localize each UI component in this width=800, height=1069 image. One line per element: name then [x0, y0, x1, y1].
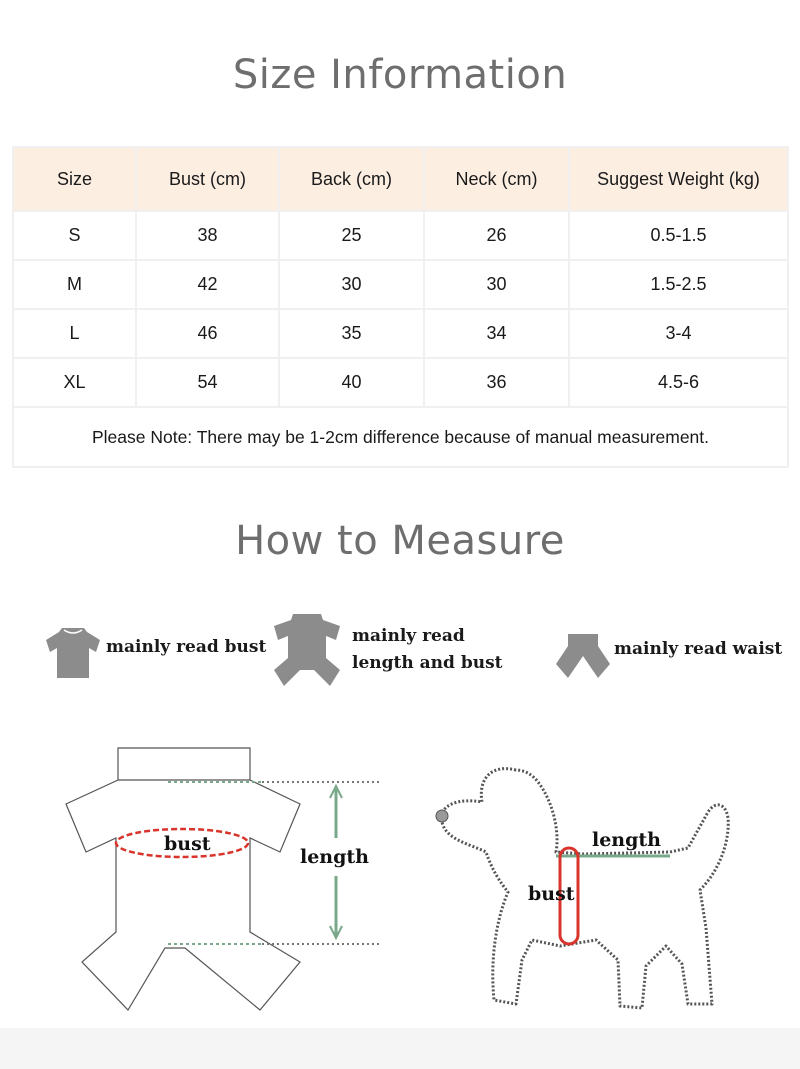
header-back: Back (cm): [279, 147, 424, 211]
cell-size: XL: [13, 358, 136, 407]
table-row: [13, 260, 788, 309]
size-table: [12, 146, 789, 468]
header-size: Size: [13, 147, 136, 211]
header-bust: Bust (cm): [136, 147, 279, 211]
cell-bust: 54: [136, 358, 279, 407]
table-row: [13, 358, 788, 407]
diagram-bust-label: bust: [164, 833, 211, 855]
jumpsuit-icon: [270, 612, 344, 688]
dog-length-label: length: [592, 829, 661, 851]
cell-neck: 34: [424, 309, 569, 358]
dog-outline-diagram: [420, 760, 780, 1020]
cell-size: S: [13, 211, 136, 260]
measurement-note: Please Note: There may be 1-2cm difference because of manual measurement.: [13, 407, 788, 467]
cell-size: M: [13, 260, 136, 309]
table-row: [13, 309, 788, 358]
legend-mainly-read-line1: mainly read: [352, 626, 465, 646]
dog-bust-label: bust: [528, 883, 575, 905]
cell-bust: 46: [136, 309, 279, 358]
cell-weight: 0.5-1.5: [569, 211, 788, 260]
cell-back: 40: [279, 358, 424, 407]
cell-neck: 30: [424, 260, 569, 309]
table-row: [13, 211, 788, 260]
cell-weight: 4.5-6: [569, 358, 788, 407]
cell-back: 30: [279, 260, 424, 309]
header-neck: Neck (cm): [424, 147, 569, 211]
size-table-header-row: [13, 147, 788, 211]
cell-back: 25: [279, 211, 424, 260]
waist-garment-icon: [554, 632, 612, 680]
header-suggest-weight: Suggest Weight (kg): [569, 147, 788, 211]
how-to-measure-title: How to Measure: [235, 518, 565, 564]
clothing-measure-diagram: [0, 740, 400, 1010]
tshirt-icon: [44, 626, 102, 680]
footer-band: [0, 1028, 800, 1069]
cell-weight: 1.5-2.5: [569, 260, 788, 309]
size-information-title: Size Information: [232, 52, 568, 98]
table-note-row: [13, 407, 788, 467]
cell-size: L: [13, 309, 136, 358]
cell-weight: 3-4: [569, 309, 788, 358]
cell-bust: 38: [136, 211, 279, 260]
legend-mainly-read-line2: length and bust: [352, 653, 503, 673]
cell-back: 35: [279, 309, 424, 358]
legend-mainly-read-bust: mainly read bust: [106, 637, 267, 657]
cell-neck: 26: [424, 211, 569, 260]
cell-neck: 36: [424, 358, 569, 407]
diagram-length-label: length: [300, 846, 369, 868]
cell-bust: 42: [136, 260, 279, 309]
legend-mainly-read-waist: mainly read waist: [614, 639, 783, 659]
